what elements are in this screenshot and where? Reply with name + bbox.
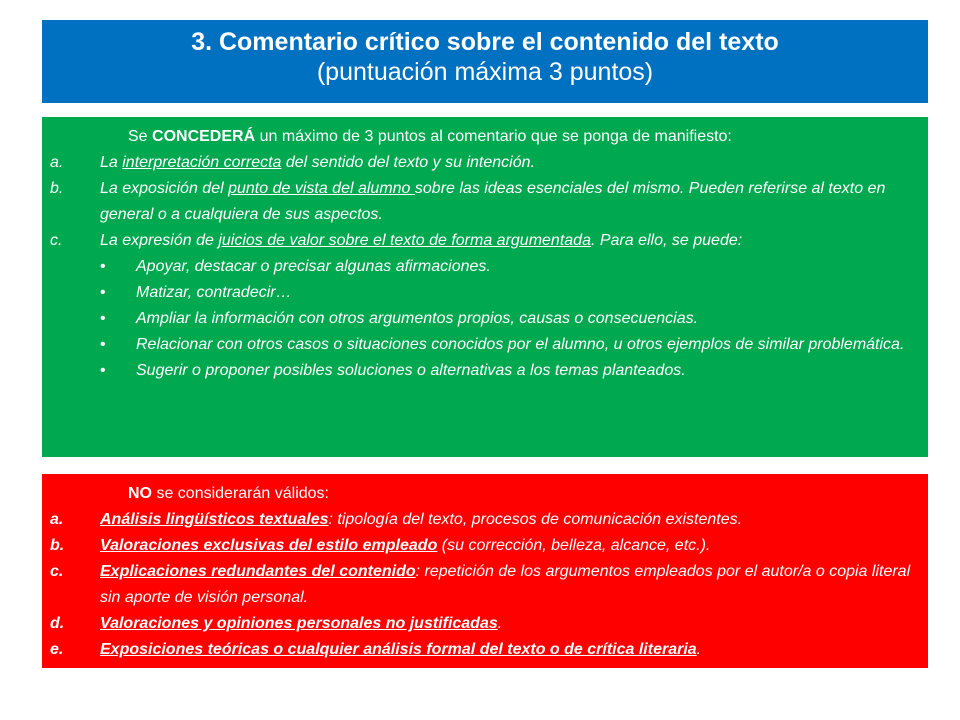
invalid-intro: NO se considerarán válidos: xyxy=(128,485,329,502)
invalid-item-a: a. Análisis lingüísticos textuales: tipología del texto, procesos de comunicación existentes. xyxy=(50,507,918,533)
bullet-icon: • xyxy=(100,336,106,353)
title-banner xyxy=(42,20,928,103)
criteria-valid-panel xyxy=(42,117,928,457)
conceder-emphasis: CONCEDERÁ xyxy=(152,128,256,145)
underlined-phrase: Explicaciones redundantes del contenido xyxy=(100,563,416,580)
item-marker: c. xyxy=(50,232,63,249)
bullet-icon: • xyxy=(100,284,106,301)
slide-subtitle: (puntuación máxima 3 puntos) xyxy=(316,58,654,86)
bullet-icon: • xyxy=(100,362,106,379)
valid-intro: Se CONCEDERÁ un máximo de 3 puntos al comentario que se ponga de manifiesto: xyxy=(128,128,732,145)
underlined-phrase: Valoraciones y opiniones personales no justificadas xyxy=(100,615,498,632)
invalid-item-d: d. Valoraciones y opiniones personales no justificadas. xyxy=(50,611,918,637)
slide-title: 3. Comentario crítico sobre el contenido del texto xyxy=(191,28,779,56)
bullet-item: • Sugerir o proponer posibles soluciones o alternativas a los temas planteados. xyxy=(50,358,918,384)
underlined-phrase: juicios de valor sobre el texto de forma argumentada xyxy=(218,232,591,249)
underlined-phrase: interpretación correcta xyxy=(122,154,282,171)
item-marker: e. xyxy=(50,641,64,658)
no-emphasis: NO xyxy=(128,485,152,502)
bullet-item: • Ampliar la información con otros argumentos propios, causas o consecuencias. xyxy=(50,306,918,332)
bullet-item: • Relacionar con otros casos o situaciones conocidos por el alumno, u otros ejemplos de similar problemática. xyxy=(50,332,918,358)
item-marker: d. xyxy=(50,615,65,632)
bullet-item: • Apoyar, destacar o precisar algunas afirmaciones. xyxy=(50,254,918,280)
valid-item-a: a. La interpretación correcta del sentido del texto y su intención. xyxy=(50,150,918,176)
valid-item-c: c. La expresión de juicios de valor sobre el texto de forma argumentada. Para ello, se puede: xyxy=(50,228,918,254)
criteria-invalid-panel xyxy=(42,474,928,668)
underlined-phrase: Valoraciones exclusivas del estilo empleado xyxy=(100,537,438,554)
invalid-item-b: b. Valoraciones exclusivas del estilo empleado (su corrección, belleza, alcance, etc.). xyxy=(50,533,918,559)
valid-item-b: b. La exposición del punto de vista del alumno sobre las ideas esenciales del mismo. Pueden referirse al texto en general o a cualquiera de sus aspectos. xyxy=(50,176,918,228)
underlined-phrase: punto de vista del alumno xyxy=(228,180,415,197)
bullet-icon: • xyxy=(100,310,106,327)
underlined-phrase: Análisis lingüísticos textuales xyxy=(100,511,329,528)
item-marker: a. xyxy=(50,154,64,171)
item-marker: b. xyxy=(50,180,64,197)
invalid-item-c: c. Explicaciones redundantes del contenido: repetición de los argumentos empleados por el autor/a o copia literal sin aporte de visión personal. xyxy=(50,559,918,611)
item-marker: c. xyxy=(50,563,64,580)
underlined-phrase: Exposiciones teóricas o cualquier análisis formal del texto o de crítica literaria xyxy=(100,641,697,658)
item-marker: b. xyxy=(50,537,65,554)
item-marker: a. xyxy=(50,511,64,528)
invalid-item-e: e. Exposiciones teóricas o cualquier análisis formal del texto o de crítica literaria. xyxy=(50,637,918,663)
bullet-icon: • xyxy=(100,258,106,275)
bullet-item: • Matizar, contradecir… xyxy=(50,280,918,306)
